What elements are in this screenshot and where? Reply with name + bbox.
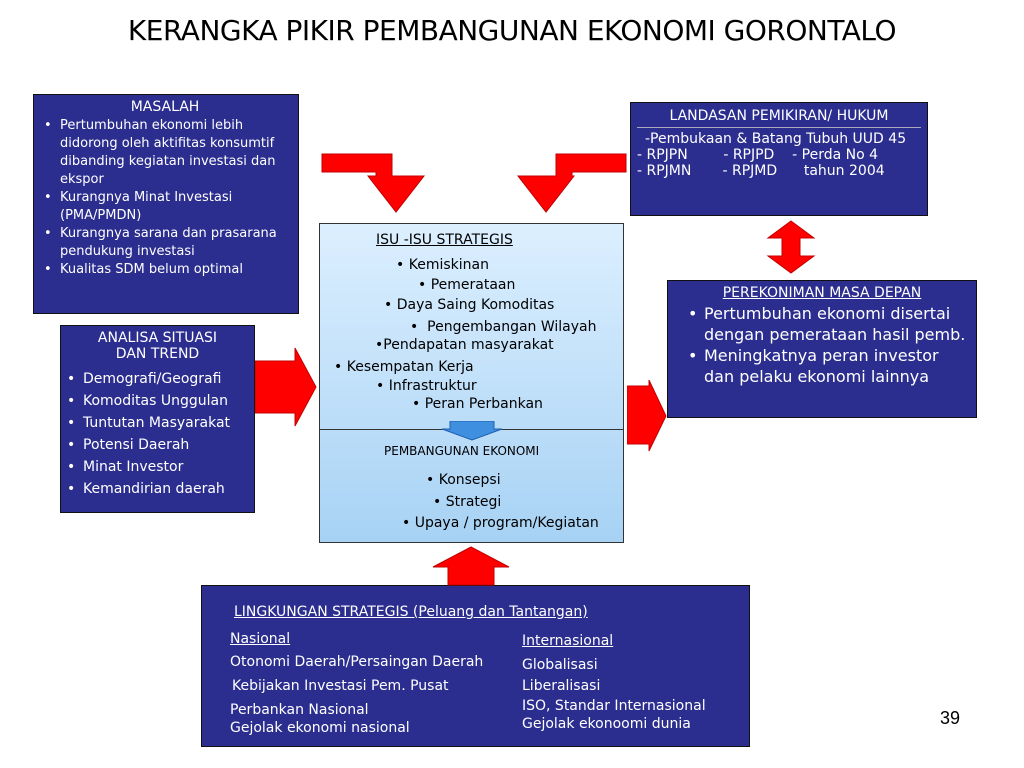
perekonomian-header: PEREKONIMAN MASA DEPAN — [722, 285, 922, 301]
nasional-header: Nasional — [230, 631, 291, 647]
isu-item: • Peran Perbankan — [412, 396, 543, 412]
slide-title: KERANGKA PIKIR PEMBANGUNAN EKONOMI GORONTALO — [127, 14, 897, 47]
up-arrow-icon — [432, 546, 510, 586]
isu-item: • Kesempatan Kerja — [334, 359, 474, 375]
list-item: • Komoditas Unggulan — [83, 390, 248, 412]
landasan-line-1: -Pembukaan & Batang Tubuh UUD 45 — [645, 131, 907, 147]
lingkungan-header: LINGKUNGAN STRATEGIS (Peluang dan Tantangan) — [234, 604, 588, 620]
list-item: • Meningkatnya peran investor dan pelaku ekonomi lainnya — [704, 345, 968, 387]
right-arrow-left-icon — [255, 347, 317, 427]
isu-header: ISU -ISU STRATEGIS — [376, 232, 513, 248]
isu-item: • Daya Saing Komoditas — [384, 297, 555, 313]
nasional-item: Kebijakan Investasi Pem. Pusat — [232, 678, 449, 694]
isu-item: •Pendapatan masyarakat — [375, 337, 554, 353]
isu-item: • Pengembangan Wilayah — [410, 319, 597, 335]
pembangunan-item: • Strategi — [433, 494, 502, 510]
analisa-list — [67, 368, 248, 500]
down-arrow-icon — [440, 421, 504, 441]
list-item: • Minat Investor — [83, 456, 248, 478]
pembangunan-item: • Konsepsi — [426, 472, 501, 488]
nasional-item: Otonomi Daerah/Persaingan Daerah — [230, 654, 484, 670]
analisa-header: ANALISA SITUASI DAN TREND — [97, 330, 218, 362]
nasional-item: Perbankan Nasional — [230, 702, 369, 718]
bent-arrow-left-icon — [320, 152, 432, 214]
isu-item: • Infrastruktur — [376, 378, 477, 394]
list-item: • Kemandirian daerah — [83, 478, 248, 500]
bent-arrow-right-icon — [508, 152, 628, 214]
list-item: • Kualitas SDM belum optimal — [60, 261, 292, 279]
landasan-line-3: - RPJMN - RPJMD tahun 2004 — [637, 163, 885, 179]
list-item: • Pertumbuhan ekonomi lebih didorong oleh aktifitas konsumtif dibanding kegiatan investasi dan ekspor — [60, 117, 292, 189]
perekonomian-list — [676, 303, 968, 387]
masalah-header: MASALAH — [130, 99, 200, 115]
isu-item: • Pemerataan — [418, 277, 516, 293]
landasan-header: LANDASAN PEMIKIRAN/ HUKUM — [637, 108, 921, 128]
internasional-item: Globalisasi — [522, 657, 598, 673]
pembangunan-header: PEMBANGUNAN EKONOMI — [384, 444, 540, 458]
list-item: • Kurangnya Minat Investasi (PMA/PMDN) — [60, 189, 292, 225]
internasional-item: ISO, Standar Internasional — [522, 698, 706, 714]
list-item: • Tuntutan Masyarakat — [83, 412, 248, 434]
isu-item: • Kemiskinan — [396, 257, 489, 273]
list-item: • Potensi Daerah — [83, 434, 248, 456]
landasan-box — [630, 102, 928, 216]
center-box — [319, 223, 624, 543]
list-item: • Pertumbuhan ekonomi disertai dengan pemerataan hasil pemb. — [704, 303, 968, 345]
masalah-box — [33, 94, 299, 314]
internasional-item: Gejolak ekonoomi dunia — [522, 716, 691, 732]
pembangunan-item: • Upaya / program/Kegiatan — [402, 515, 599, 531]
analisa-box — [60, 325, 255, 513]
nasional-item: Gejolak ekonomi nasional — [230, 720, 410, 736]
landasan-line-2: - RPJPN - RPJPD - Perda No 4 — [637, 147, 879, 163]
double-arrow-icon — [766, 220, 816, 274]
internasional-header: Internasional — [522, 633, 614, 649]
lingkungan-box — [201, 585, 750, 747]
list-item: • Kurangnya sarana dan prasarana pendukung investasi — [60, 225, 292, 261]
right-arrow-right-icon — [627, 380, 667, 452]
internasional-item: Liberalisasi — [522, 678, 601, 694]
masalah-list — [38, 117, 292, 279]
slide-number: 39 — [940, 708, 961, 728]
list-item: • Demografi/Geografi — [83, 368, 248, 390]
perekonomian-box — [667, 280, 977, 418]
